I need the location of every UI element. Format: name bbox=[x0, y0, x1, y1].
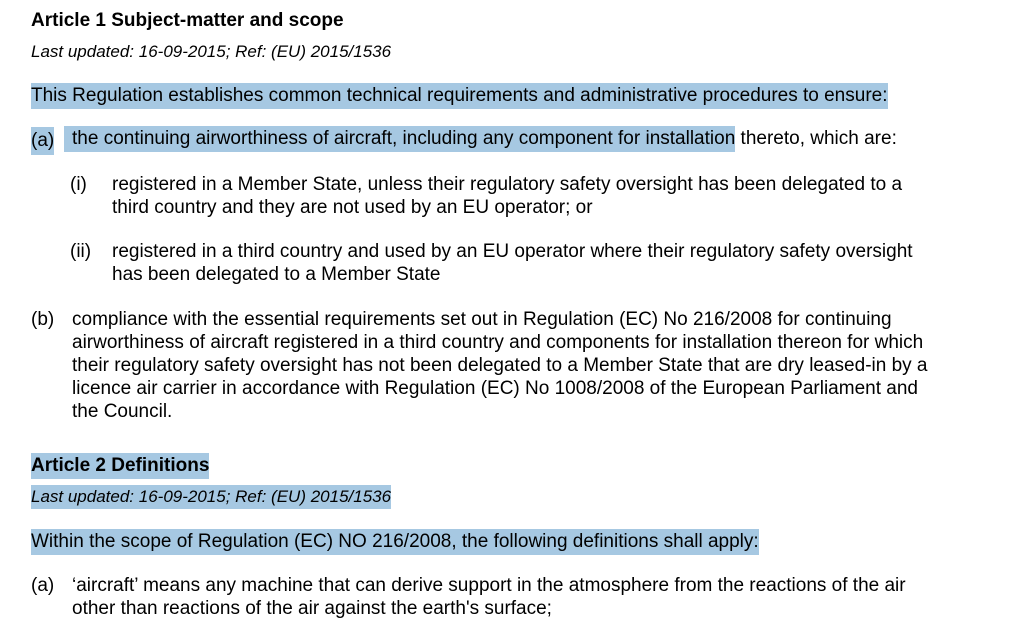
article-2-intro[interactable] bbox=[31, 530, 759, 553]
list-item-text bbox=[112, 173, 902, 219]
text-line: registered in a third country and used by an EU operator where their regulatory safety oversight bbox=[112, 241, 913, 262]
highlighted-text[interactable]: Within the scope of Regulation (EC) NO 216/2008, the following definitions shall apply: bbox=[31, 529, 759, 555]
text-line: third country and they are not used by an EU operator; or bbox=[112, 197, 593, 218]
text-line: compliance with the essential requirements set out in Regulation (EC) No 216/2008 for continuing bbox=[72, 309, 892, 330]
article-1-heading: Article 1 Subject-matter and scope bbox=[31, 10, 344, 31]
text-line: other than reactions of the air against the earth's surface; bbox=[72, 598, 552, 619]
text-line: licence air carrier in accordance with Regulation (EC) No 1008/2008 of the European Parliament and bbox=[72, 378, 918, 399]
definition-item-a bbox=[31, 574, 1016, 620]
list-item-i bbox=[70, 173, 1016, 219]
article-1-intro[interactable] bbox=[31, 84, 888, 107]
text-line: airworthiness of aircraft registered in a third country and components for installation thereon for which bbox=[72, 332, 924, 353]
highlighted-text[interactable]: This Regulation establishes common technical requirements and administrative procedures to ensure: bbox=[31, 83, 888, 109]
text-line: the Council. bbox=[72, 401, 173, 422]
highlighted-text[interactable]: Last updated: 16-09-2015; Ref: (EU) 2015/1536 bbox=[31, 485, 391, 509]
text-line: has been delegated to a Member State bbox=[112, 264, 441, 285]
list-item-a bbox=[31, 127, 1016, 151]
list-item-label: (a) bbox=[31, 127, 54, 155]
text-line: registered in a Member State, unless their regulatory safety oversight has been delegated to a bbox=[112, 174, 903, 195]
highlighted-text[interactable]: the continuing airworthiness of aircraft, including any component for installation bbox=[64, 126, 735, 152]
article-1-meta: Last updated: 16-09-2015; Ref: (EU) 2015/1536 bbox=[31, 42, 392, 61]
article-2-heading[interactable] bbox=[31, 454, 209, 478]
list-item-text bbox=[72, 308, 928, 423]
list-item-label: (i) bbox=[70, 174, 87, 195]
highlighted-text[interactable]: Article 2 Definitions bbox=[31, 453, 209, 479]
article-2-meta[interactable] bbox=[31, 486, 391, 508]
plain-text: thereto, which are: bbox=[735, 128, 897, 149]
list-item-text bbox=[112, 240, 913, 286]
list-item-label: (ii) bbox=[70, 241, 92, 262]
list-item-label: (b) bbox=[31, 309, 55, 330]
list-item-ii bbox=[70, 240, 1016, 286]
text-line: ‘aircraft’ means any machine that can derive support in the atmosphere from the reactions of the air bbox=[72, 575, 906, 596]
list-item-label: (a) bbox=[31, 575, 55, 596]
list-item-text bbox=[72, 127, 897, 150]
list-item-text bbox=[72, 574, 906, 620]
text-line: their regulatory safety oversight has not been delegated to a Member State that are dry leased-in by a bbox=[72, 355, 928, 376]
list-item-b bbox=[31, 308, 1016, 424]
